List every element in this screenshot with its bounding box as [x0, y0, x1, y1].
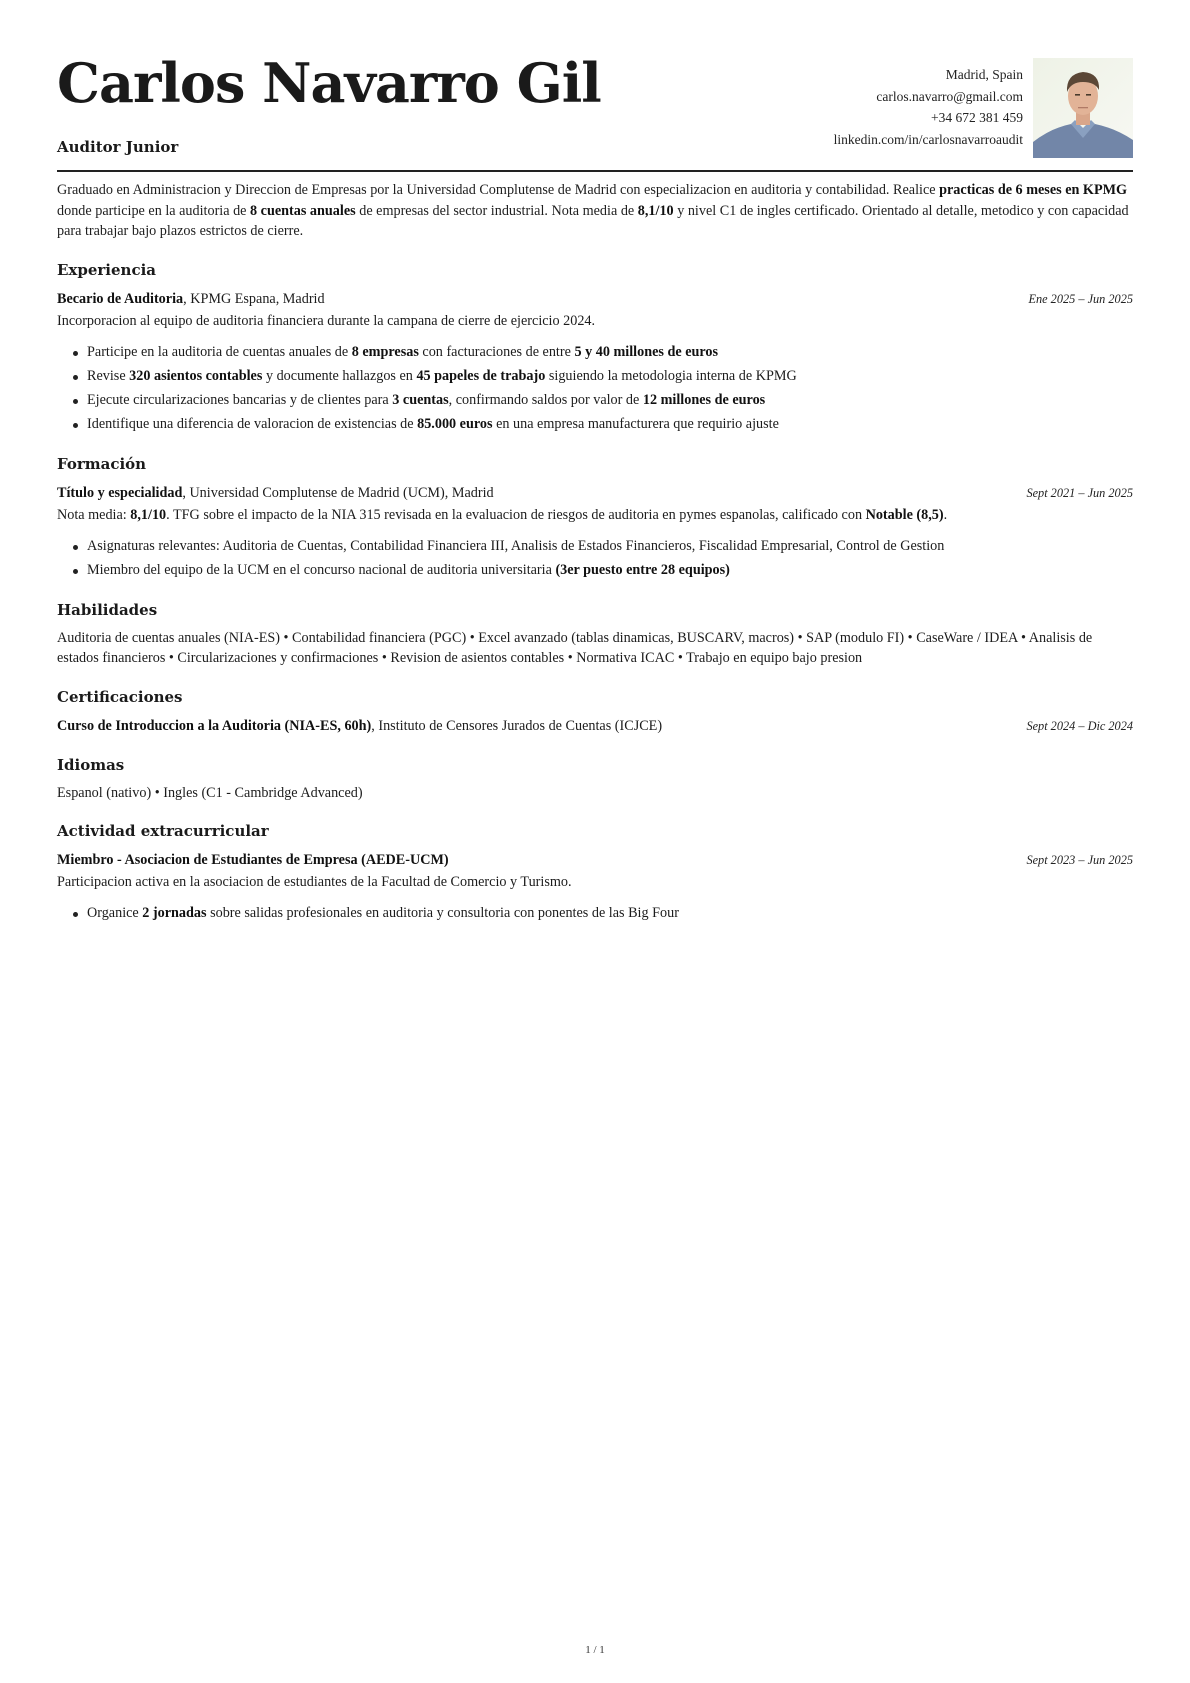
bullet-highlight: 85.000 euros — [417, 415, 493, 432]
experience-entry-header — [57, 288, 1133, 310]
desc-highlight: 8,1/10 — [130, 506, 167, 523]
bullet-text: en una empresa manufacturera que requirio ajuste — [492, 415, 779, 432]
summary-highlight: practicas de 6 meses en KPMG — [939, 182, 1128, 198]
bullet-highlight: 2 jornadas — [142, 905, 207, 921]
desc-highlight: Notable (8,5) — [865, 506, 944, 523]
page-indicator: 1 / 1 — [585, 1644, 605, 1656]
skill-item: Trabajo en equipo bajo presion — [686, 650, 863, 666]
bullet-highlight: 8 empresas — [351, 343, 419, 360]
summary-text: Graduado en Administracion y Direccion de Empresas por la Universidad Complutense de Madrid con especializacion en auditoria y contabilidad. Realice — [57, 182, 940, 198]
experience-org: , KPMG Espana, Madrid — [183, 290, 325, 307]
bullet-highlight: 5 y 40 millones de euros — [574, 343, 719, 360]
bullet-text: con facturaciones de entre — [418, 343, 575, 360]
list-item — [87, 388, 1133, 412]
certification-date: Sept 2024 – Dic 2024 — [1026, 718, 1133, 733]
bullet-text: Identifique una diferencia de valoracion de existencias de — [87, 415, 418, 432]
education-degree: Título y especialidad — [57, 484, 183, 501]
languages-list: Espanol (nativo) • Ingles (C1 - Cambridge Advanced) — [57, 784, 363, 801]
skill-item: Analisis de estados financieros — [57, 629, 1093, 666]
summary-highlight: 8,1/10 — [637, 202, 674, 219]
resume-header — [57, 0, 1133, 172]
language-item: Ingles (C1 - Cambridge Advanced) — [163, 784, 363, 801]
language-item: Espanol (nativo) — [57, 784, 152, 801]
section-title-experience: Experiencia — [57, 260, 157, 279]
section-title-skills: Habilidades — [57, 600, 158, 619]
bullet-text: Miembro del equipo de la UCM en el concurso nacional de auditoria universitaria — [87, 561, 556, 578]
certification-entry — [57, 715, 1133, 737]
desc-text: . — [943, 506, 948, 523]
experience-bullets — [57, 340, 1133, 436]
extracurricular-entry-header — [57, 849, 1133, 871]
summary-highlight: 8 cuentas anuales — [250, 202, 356, 219]
contact-location: Madrid, Spain — [945, 67, 1023, 82]
section-title-certifications: Certificaciones — [57, 687, 183, 706]
bullet-highlight: 45 papeles de trabajo — [416, 367, 546, 384]
bullet-text: , confirmando saldos por valor de — [448, 391, 643, 408]
summary-text: y nivel C1 de ingles certificado. Orientado al detalle, metodico y con capacidad para trabajar bajo plazos estrictos de cierre. — [57, 202, 1129, 239]
bullet-text: sobre salidas profesionales en auditoria y consultoria con ponentes de las Big Four — [206, 905, 679, 921]
list-item — [87, 558, 1133, 582]
desc-text: . TFG sobre el impacto de la NIA 315 revisada en la evaluacion de riesgos de auditoria en pymes espanolas, calificado con — [166, 506, 866, 523]
section-extracurricular — [57, 822, 1133, 925]
candidate-role: Auditor Junior — [57, 138, 179, 156]
bullet-highlight: (3er puesto entre 28 equipos) — [555, 561, 730, 578]
bullet-text: Participe en la auditoria de cuentas anuales de — [87, 343, 352, 360]
section-certifications — [57, 688, 1133, 737]
bullet-text: Ejecute circularizaciones bancarias y de clientes para — [87, 391, 393, 408]
education-entry-header — [57, 482, 1133, 504]
portrait-icon — [1033, 58, 1133, 158]
section-title-extracurricular: Actividad extracurricular — [57, 822, 269, 840]
skill-item: Auditoria de cuentas anuales (NIA-ES) — [57, 629, 280, 646]
bullet-highlight: 3 cuentas — [392, 391, 449, 408]
skill-item: Excel avanzado (tablas dinamicas, BUSCARV, macros) — [478, 629, 795, 646]
contact-email[interactable]: carlos.navarro@gmail.com — [876, 88, 1023, 104]
bullet-text: Revise — [87, 367, 130, 384]
summary-text: de empresas del sector industrial. Nota media de — [355, 202, 638, 219]
bullet-text: Asignaturas relevantes: Auditoria de Cuentas, Contabilidad Financiera III, Analisis de Estados Financieros, Fiscalidad Empresarial, Control de Gestion — [87, 537, 945, 554]
section-title-languages: Idiomas — [57, 755, 125, 774]
extracurricular-description: Participacion activa en la asociacion de estudiantes de la Facultad de Comercio y Turismo. — [57, 874, 572, 890]
contact-block — [834, 64, 1023, 150]
section-experience — [57, 261, 1133, 436]
certification-name: Curso de Introduccion a la Auditoria (NIA-ES, 60h) — [57, 717, 372, 734]
bullet-text: y documente hallazgos en — [262, 367, 417, 384]
desc-text: Nota media: — [57, 506, 131, 523]
experience-description: Incorporacion al equipo de auditoria financiera durante la campana de cierre de ejercicio 2024. — [57, 312, 596, 329]
skill-item: Contabilidad financiera (PGC) — [292, 629, 467, 646]
contact-phone: +34 672 381 459 — [931, 110, 1023, 125]
skill-item: Revision de asientos contables — [390, 650, 565, 666]
bullet-text: Organice — [87, 905, 143, 921]
contact-linkedin[interactable]: linkedin.com/in/carlosnavarroaudit — [833, 131, 1023, 147]
extracurricular-bullets — [57, 901, 1133, 925]
education-description — [57, 504, 1133, 526]
extracurricular-date: Sept 2023 – Jun 2025 — [1026, 853, 1133, 867]
list-item — [87, 534, 1133, 558]
list-item — [87, 340, 1133, 364]
bullet-text: siguiendo la metodologia interna de KPMG — [545, 367, 797, 384]
list-item — [87, 412, 1133, 436]
education-date: Sept 2021 – Jun 2025 — [1026, 485, 1133, 500]
skill-item: SAP (modulo FI) — [806, 629, 905, 646]
resume-page — [57, 0, 1133, 925]
skill-item: Normativa ICAC — [576, 650, 675, 666]
skill-item: CaseWare / IDEA — [916, 629, 1018, 646]
list-item — [87, 901, 1133, 925]
list-item — [87, 364, 1133, 388]
education-bullets — [57, 534, 1133, 582]
extracurricular-position: Miembro - Asociacion de Estudiantes de Empresa (AEDE-UCM) — [57, 852, 449, 868]
profile-photo — [1033, 58, 1133, 158]
summary-text: donde participe en la auditoria de — [57, 202, 251, 219]
bullet-highlight: 320 asientos contables — [129, 367, 263, 384]
summary-paragraph — [57, 180, 1133, 242]
skill-item: Circularizaciones y confirmaciones — [177, 650, 379, 666]
education-institution: , Universidad Complutense de Madrid (UCM), Madrid — [182, 484, 494, 501]
experience-position: Becario de Auditoria — [57, 290, 184, 307]
section-languages — [57, 756, 1133, 804]
certification-issuer: , Instituto de Censores Jurados de Cuentas (ICJCE) — [371, 717, 663, 734]
bullet-highlight: 12 millones de euros — [642, 391, 766, 408]
section-skills — [57, 601, 1133, 669]
experience-date: Ene 2025 – Jun 2025 — [1028, 291, 1133, 306]
section-title-education: Formación — [57, 454, 147, 473]
section-education — [57, 455, 1133, 582]
header-divider — [57, 170, 1133, 172]
skills-list: Auditoria de cuentas anuales (NIA-ES) • Contabilidad financiera (PGC) • Excel avanzado (tablas dinamicas, BUSCARV, macros) • SAP (modulo FI) • CaseWare / IDEA • Analisis de estados financieros • Circularizaciones y confirmaciones • Revision de asientos contables • Normativa ICAC • Trabajo en equipo bajo presion — [57, 629, 1093, 666]
candidate-name: Carlos Navarro Gil — [57, 51, 601, 115]
